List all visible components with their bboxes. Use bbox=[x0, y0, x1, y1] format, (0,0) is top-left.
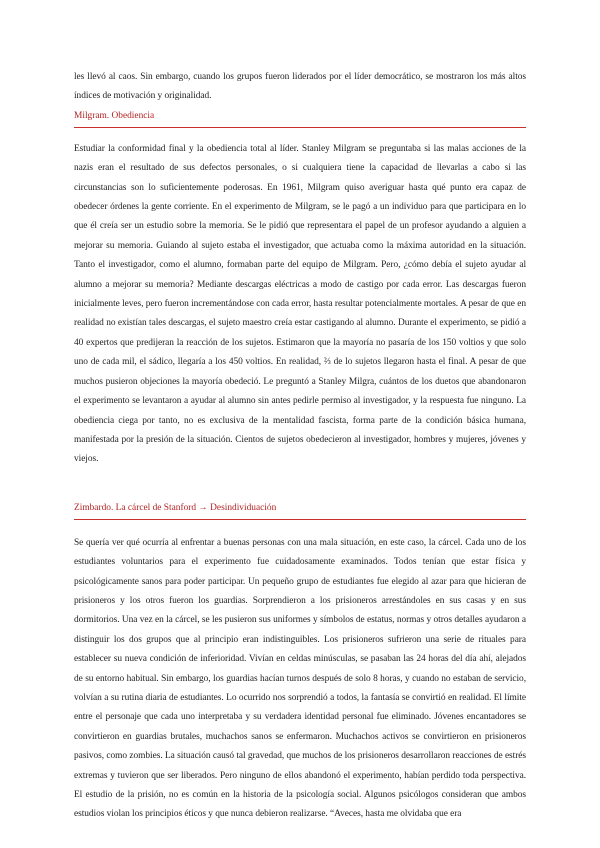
zimbardo-section-header bbox=[74, 500, 526, 520]
milgram-paragraph: Estudiar la conformidad final y la obediencia total al líder. Stanley Milgram se preguntaba si las malas acciones de la nazis eran el resultado de sus defectos personales, o si cualquiera tiene la capacidad de llevarlas a cabo si las circunstancias son lo suficientemente poderosas. En 1961, Milgram quiso averiguar hasta qué punto era capaz de obedecer órdenes la gente corriente. En el experimento de Milgram, se le pagó a un individuo para que participara en lo que él creía ser un estudio sobre la memoria. Se le pidió que representara el papel de un profesor ayudando a alguien a mejorar su memoria. Guiando al sujeto estaba el investigador, que actuaba como la máxima autoridad en la situación. Tanto el investigador, como el alumno, formaban parte del equipo de Milgram. Pero, ¿cómo debía el sujeto ayudar al alumno a mejorar su memoria? Mediante descargas eléctricas a modo de castigo por cada error. Las descargas fueron inicialmente leves, pero fueron incrementándose con cada error, hasta resultar potencialmente mortales. A pesar de que en realidad no existían tales descargas, el sujeto maestro creía estar castigando al alumno. Durante el experimento, se pidió a 40 expertos que predijeran la reacción de los sujetos. Estimaron que la mayoría no pasaría de los 150 voltios y que solo uno de cada mil, el sádico, llegaría a los 450 voltios. En realidad, ⅔ de lo sujetos llegaron hasta el final. A pesar de que muchos pusieron objeciones la mayoría obedeció. Le preguntó a Stanley Milgra, cuántos de los duetos que abandonaron el experimento se levantaron a ayudar al alumno sin antes pedirle permiso al investigador, y la respuesta fue ninguno. La obediencia ciega por tanto, no es exclusiva de la mentalidad fascista, forma parte de la condición básica humana, manifestada por la presión de la situación. Cientos de sujetos obedecieron al investigador, hombres y mujeres, jóvenes y viejos. bbox=[74, 143, 526, 465]
zimbardo-heading: Zimbardo. La cárcel de Stanford → Desindividuación bbox=[74, 502, 277, 513]
milgram-heading: Milgram. Obediencia bbox=[74, 110, 155, 121]
document-page bbox=[74, 68, 526, 825]
zimbardo-paragraph: Se quería ver qué ocurría al enfrentar a buenas personas con una mala situación, en este caso, la cárcel. Cada uno de los estudiantes voluntarios para el experimento fue cuidadosamente examinados. Todos tenían que estar física y psicológicamente sanos para poder participar. Un pequeño grupo de estudiantes fue elegido al azar para que hicieran de prisioneros y los otros fueron los guardias. Sorprendieron a los prisioneros arrestándoles en sus casas y en sus dormitorios. Una vez en la cárcel, se les pusieron sus uniformes y símbolos de estatus, normas y otros detalles ayudaron a distinguir los dos grupos que al principio eran indistinguibles. Los prisioneros sufrieron una serie de rituales para establecer su nueva condición de inferioridad. Vivían en celdas minúsculas, se pasaban las 24 horas del día ahí, alejados de su entorno habitual. Sin embargo, los guardias hacían turnos después de solo 8 horas, y cuando no estaban de servicio, volvían a su rutina diaria de estudiantes. Lo ocurrido nos sorprendió a todos, la fantasía se convirtió en realidad. El límite entre el personaje que cada uno interpretaba y su verdadera identidad personal fue eliminado. Jóvenes encantadores se convirtieron en guardias brutales, muchachos sanos se enfermaron. Muchachos activos se convirtieron en prisioneros pasivos, como zombies. La situación causó tal gravedad, que muchos de los prisioneros desarrollaron reacciones de estrés extremas y tuvieron que ser liberados. Pero ninguno de ellos abandonó el experimento, habían perdido toda perspectiva. El estudio de la prisión, no es común en la historia de la psicología social. Algunos psicólogos consideran que ambos estudios violan los principios éticos y que nunca debieron realizarse. “Aveces, hasta me olvidaba que era bbox=[74, 537, 526, 820]
zimbardo-heading-rule bbox=[74, 519, 526, 520]
milgram-section-header bbox=[74, 108, 526, 128]
milgram-heading-rule bbox=[74, 127, 526, 128]
intro-paragraph: les llevó al caos. Sin embargo, cuando los grupos fueron liderados por el líder democrático, se mostraron los más altos índices de motivación y originalidad. bbox=[74, 72, 526, 102]
